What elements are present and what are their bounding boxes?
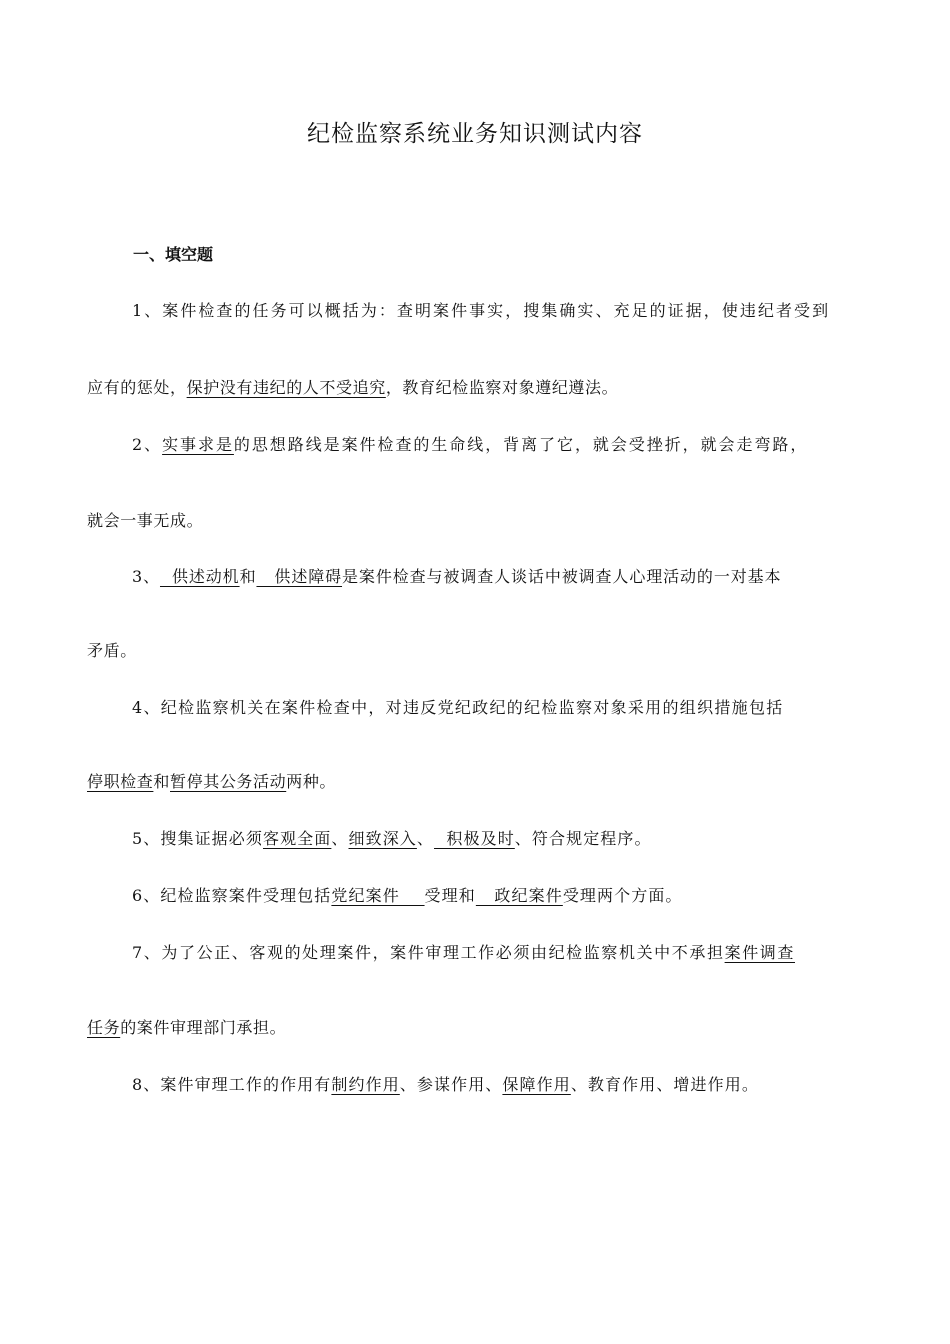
question-text: 两种。 xyxy=(286,772,337,791)
document-title: 纪检监察系统业务知识测试内容 xyxy=(307,121,643,147)
question-text: 6、纪检监察案件受理包括 xyxy=(132,886,332,905)
question-text: 的案件审理部门承担。 xyxy=(120,1018,287,1037)
answer-blank: 实事求是 xyxy=(162,435,234,454)
answer-blank: 政纪案件 xyxy=(475,886,563,905)
question-text: 就会一事无成。 xyxy=(87,511,204,530)
question-1-line-2 xyxy=(87,374,618,402)
question-text: 受理两个方面。 xyxy=(562,886,683,905)
question-3-line-2 xyxy=(87,637,137,665)
question-7-line-2 xyxy=(87,1014,286,1042)
question-text: 受理和 xyxy=(424,886,476,905)
answer-blank: 停职检查 xyxy=(87,772,154,791)
answer-blank: 案件调查 xyxy=(724,943,795,962)
question-text: 矛盾。 xyxy=(87,641,137,660)
answer-blank: 暂停其公务活动 xyxy=(170,772,287,791)
question-text: 4、纪检监察机关在案件检查中，对违反党纪政纪的纪检监察对象采用的组织措施包括 xyxy=(132,698,784,717)
question-text: 和 xyxy=(153,772,171,791)
answer-blank: 党纪案件 xyxy=(331,886,425,905)
answer-blank: 保护没有违纪的人不受追究 xyxy=(186,378,386,397)
question-text: 、 xyxy=(331,829,349,848)
question-4-line-2 xyxy=(87,768,336,796)
question-text: 、教育作用、增进作用。 xyxy=(570,1075,759,1094)
answer-blank: 客观全面 xyxy=(262,829,332,848)
question-text: 1、案件检查的任务可以概括为：查明案件事实，搜集确实、充足的证据，使违纪者受到 xyxy=(132,301,831,320)
answer-blank: 供述动机 xyxy=(159,567,240,586)
question-text: 7、为了公正、客观的处理案件，案件审理工作必须由纪检监察机关中不承担 xyxy=(132,943,725,962)
question-6-line-1 xyxy=(132,882,683,910)
question-7-line-1 xyxy=(132,939,795,967)
answer-blank: 保障作用 xyxy=(502,1075,571,1094)
question-text: ，教育纪检监察对象遵纪遵法。 xyxy=(385,378,619,397)
question-text: 是案件检查与被调查人谈话中被调查人心理活动的一对基本 xyxy=(342,567,782,586)
answer-blank: 积极及时 xyxy=(434,829,515,848)
question-3-line-1 xyxy=(132,563,781,591)
question-text: 5、搜集证据必须 xyxy=(132,829,263,848)
question-text: 8、案件审理工作的作用有 xyxy=(132,1075,332,1094)
question-5-line-1 xyxy=(132,825,652,853)
question-text: 、参谋作用、 xyxy=(399,1075,503,1094)
question-text: 和 xyxy=(239,567,257,586)
section-heading: 一、填空题 xyxy=(133,245,214,264)
question-text: 的思想路线是案件检查的生命线，背离了它，就会受挫折，就会走弯路， xyxy=(233,435,809,454)
answer-blank: 制约作用 xyxy=(331,1075,400,1094)
question-text: 2、 xyxy=(132,435,163,454)
question-text: 、 xyxy=(416,829,435,848)
question-text: 3、 xyxy=(132,567,160,586)
question-4-line-1 xyxy=(132,694,784,722)
question-text: 应有的惩处， xyxy=(87,378,187,397)
question-1-line-1 xyxy=(132,297,830,325)
question-2-line-1 xyxy=(132,431,808,459)
answer-blank: 任务 xyxy=(87,1018,121,1037)
question-8-line-1 xyxy=(132,1071,759,1099)
answer-blank: 细致深入 xyxy=(348,829,417,848)
answer-blank: 供述障碍 xyxy=(256,567,343,586)
question-2-line-2 xyxy=(87,507,203,535)
question-text: 、符合规定程序。 xyxy=(514,829,652,848)
